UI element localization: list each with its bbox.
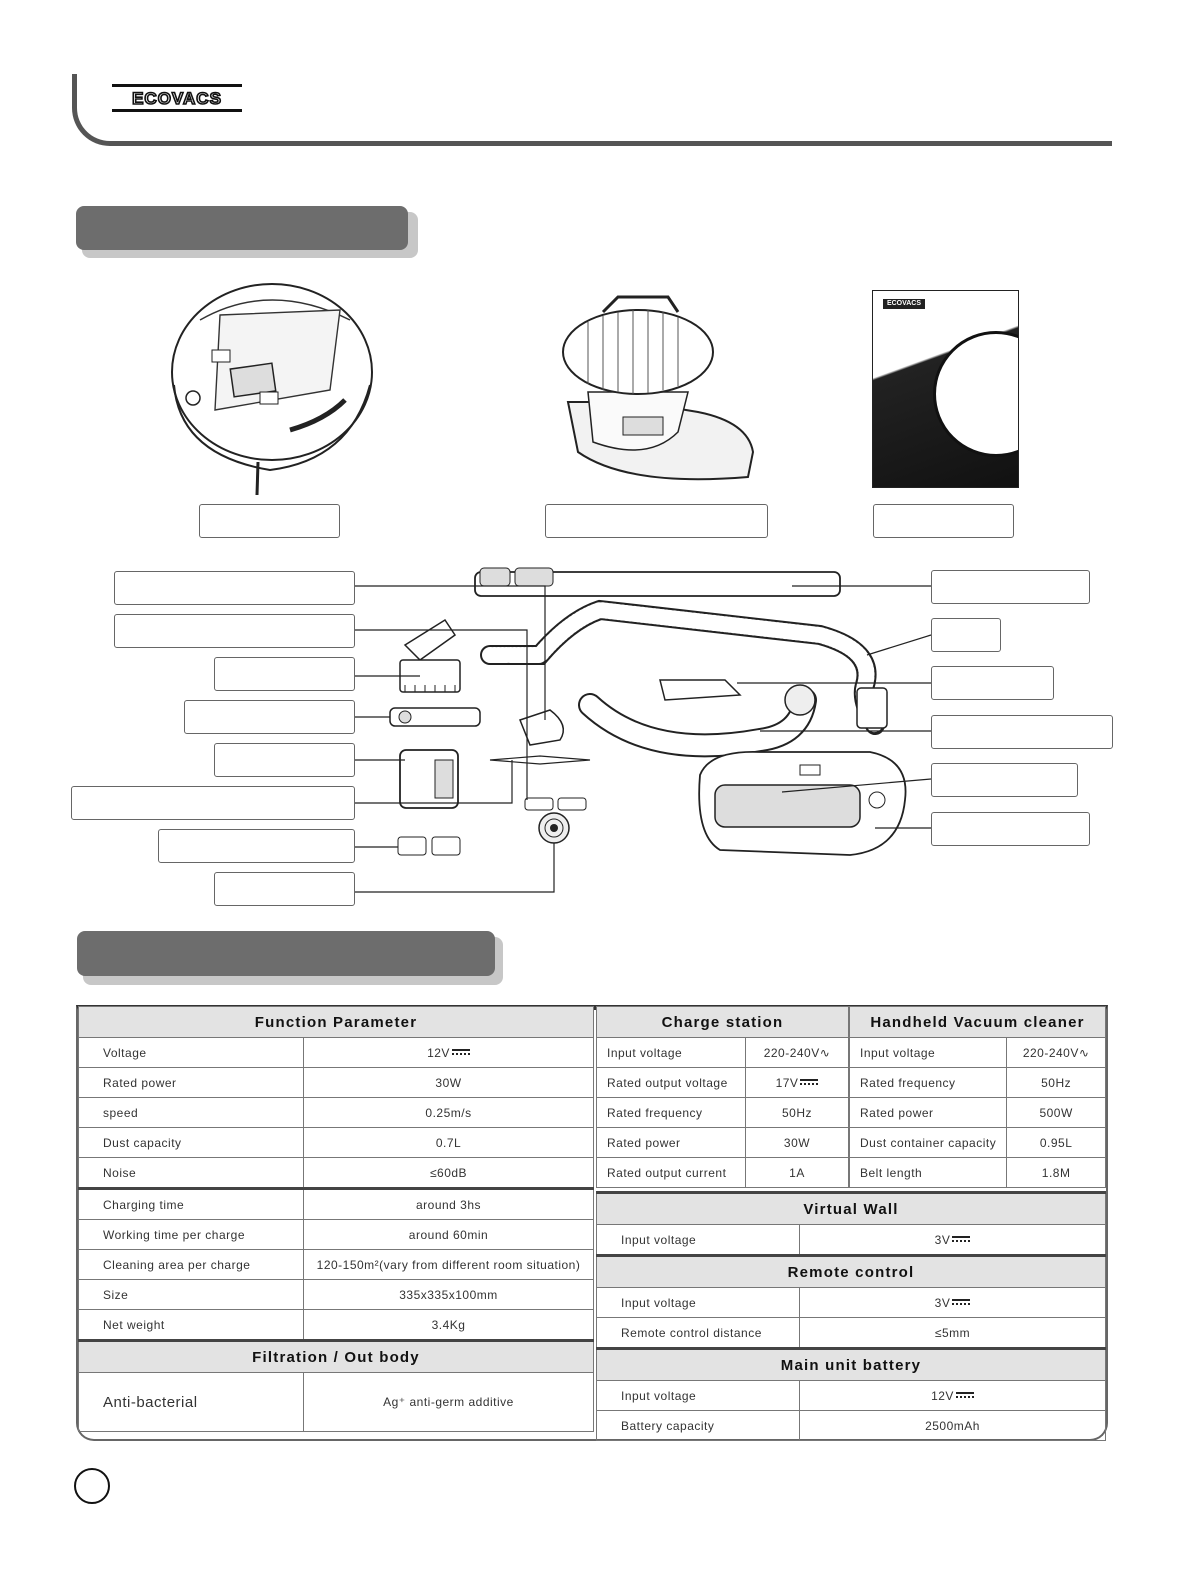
param-label: Belt length (850, 1158, 1007, 1188)
param-value: 120-150m²(vary from different room situation) (304, 1250, 594, 1280)
misc-spec-table (596, 1191, 1106, 1441)
label-box-main-unit (199, 504, 340, 538)
param-label: Rated frequency (597, 1098, 746, 1128)
label-box-acc-4 (184, 700, 355, 734)
table-title: Main unit battery (597, 1349, 1106, 1381)
param-value: 50Hz (746, 1098, 849, 1128)
param-value: 1A (746, 1158, 849, 1188)
param-label: Dust container capacity (850, 1128, 1007, 1158)
param-label: Size (79, 1280, 304, 1310)
param-value: 0.7L (304, 1128, 594, 1158)
param-value: 335x335x100mm (304, 1280, 594, 1310)
param-value: 2500mAh (800, 1411, 1106, 1441)
label-box-acc-7 (158, 829, 355, 863)
param-value: 0.25m/s (304, 1098, 594, 1128)
param-value: around 60min (304, 1220, 594, 1250)
label-box-acc-14 (931, 812, 1090, 846)
label-box-acc-10 (931, 618, 1001, 652)
param-value: around 3hs (304, 1189, 594, 1220)
user-manual-illustration (872, 290, 1019, 488)
param-label: Rated output current (597, 1158, 746, 1188)
param-value: 1.8M (1007, 1158, 1106, 1188)
dc-symbol-icon (952, 1299, 970, 1307)
label-box-acc-3 (214, 657, 355, 691)
label-box-acc-1 (114, 571, 355, 605)
param-label: Battery capacity (597, 1411, 800, 1441)
param-value: 0.95L (1007, 1128, 1106, 1158)
dc-symbol-icon (452, 1049, 470, 1057)
table-title: Function Parameter (79, 1007, 594, 1038)
label-box-acc-5 (214, 743, 355, 777)
label-box-acc-9 (931, 570, 1090, 604)
param-label: speed (79, 1098, 304, 1128)
param-label: Net weight (79, 1310, 304, 1341)
label-box-acc-6 (71, 786, 355, 820)
robot-cleaner-illustration (160, 280, 385, 500)
label-box-acc-13 (931, 763, 1078, 797)
param-label: Working time per charge (79, 1220, 304, 1250)
section-banner-specs (77, 931, 495, 976)
param-label: Anti-bacterial (79, 1373, 304, 1432)
label-box-acc-12 (931, 715, 1113, 749)
label-box-charge-station (545, 504, 768, 538)
param-label: Cleaning area per charge (79, 1250, 304, 1280)
param-value: 12V (800, 1381, 1106, 1411)
label-box-manual (873, 504, 1014, 538)
param-value: 50Hz (1007, 1068, 1106, 1098)
param-value: 30W (746, 1128, 849, 1158)
param-value: Ag⁺ anti-germ additive (304, 1373, 594, 1432)
table-title: Handheld Vacuum cleaner (850, 1007, 1106, 1038)
param-label: Dust capacity (79, 1128, 304, 1158)
param-value: 220-240V∿ (1007, 1038, 1106, 1068)
param-label: Input voltage (850, 1038, 1007, 1068)
param-value: 500W (1007, 1098, 1106, 1128)
param-value: 17V (746, 1068, 849, 1098)
table-title: Remote control (597, 1256, 1106, 1288)
label-box-acc-11 (931, 666, 1054, 700)
param-label: Noise (79, 1158, 304, 1189)
param-label: Rated frequency (850, 1068, 1007, 1098)
param-label: Voltage (79, 1038, 304, 1068)
manual-cover-logo: ECOVACS (883, 299, 925, 309)
param-value: 220-240V∿ (746, 1038, 849, 1068)
param-label: Rated output voltage (597, 1068, 746, 1098)
param-label: Rated power (850, 1098, 1007, 1128)
table-title: Filtration / Out body (79, 1341, 594, 1373)
dc-symbol-icon (956, 1392, 974, 1400)
section-banner-contents (76, 206, 408, 250)
label-box-acc-8 (214, 872, 355, 906)
handheld-vacuum-table (849, 1006, 1106, 1188)
param-label: Charging time (79, 1189, 304, 1220)
param-label: Rated power (79, 1068, 304, 1098)
param-label: Input voltage (597, 1225, 800, 1256)
function-parameter-table (78, 1006, 594, 1432)
param-value: ≤5mm (800, 1318, 1106, 1349)
param-value: 3.4Kg (304, 1310, 594, 1341)
table-title: Virtual Wall (597, 1193, 1106, 1225)
param-value: 3V (800, 1225, 1106, 1256)
param-label: Remote control distance (597, 1318, 800, 1349)
label-box-acc-2 (114, 614, 355, 648)
param-value: 12V (304, 1038, 594, 1068)
table-title: Charge station (597, 1007, 849, 1038)
param-label: Rated power (597, 1128, 746, 1158)
param-label: Input voltage (597, 1381, 800, 1411)
param-label: Input voltage (597, 1288, 800, 1318)
svg-text:ECOVACS: ECOVACS (132, 89, 222, 108)
page-number-circle (74, 1468, 110, 1504)
dc-symbol-icon (800, 1079, 818, 1087)
param-value: 30W (304, 1068, 594, 1098)
ecovacs-logo (112, 84, 242, 112)
param-value: 3V (800, 1288, 1106, 1318)
dc-symbol-icon (952, 1236, 970, 1244)
charge-station-table (596, 1006, 849, 1188)
param-value: ≤60dB (304, 1158, 594, 1189)
charge-station-illustration (548, 292, 758, 492)
param-label: Input voltage (597, 1038, 746, 1068)
